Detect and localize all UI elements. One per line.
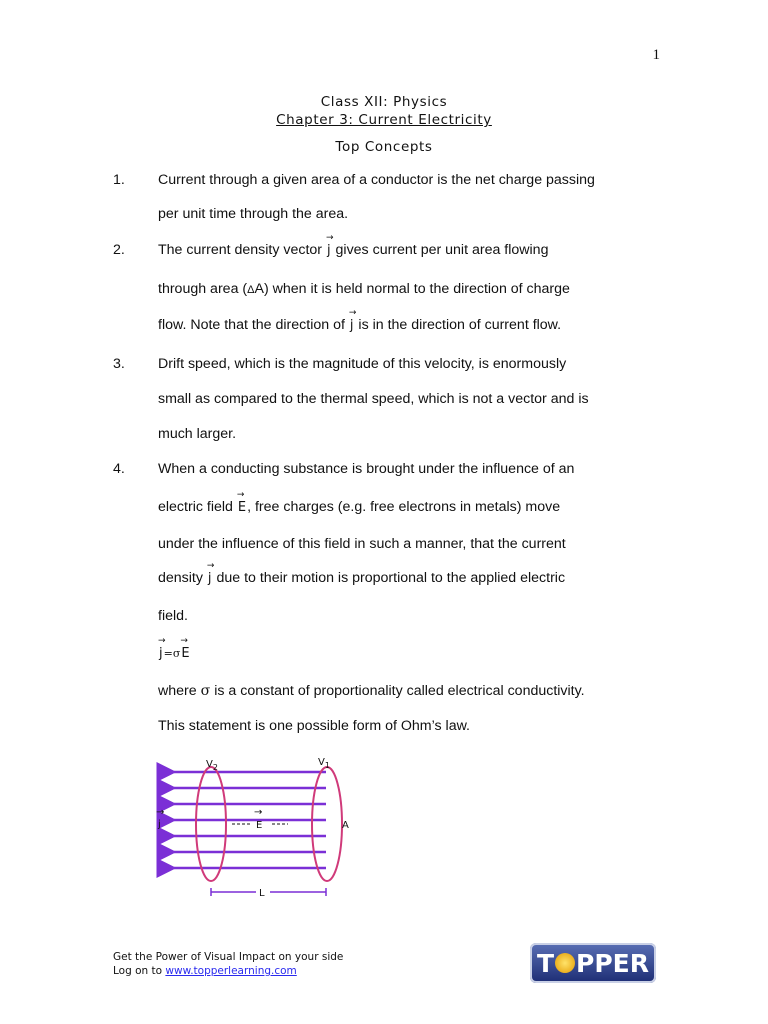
text-run: electric field [158, 499, 237, 515]
item-number: 4. [113, 461, 125, 477]
conductor-field-diagram [150, 752, 370, 908]
class-title: Class XII: Physics [320, 94, 448, 110]
text-run: is in the direction of current flow. [354, 317, 562, 333]
footer-link-line [113, 964, 343, 978]
item-text [158, 242, 548, 258]
text-run: A) when it is held normal to the direction of charge [254, 281, 570, 297]
logo-text: PPER [576, 948, 650, 978]
item-number: 1. [113, 172, 125, 188]
document-header [0, 93, 768, 156]
coin-icon [555, 953, 575, 973]
item-text [158, 317, 561, 333]
topper-logo [530, 943, 656, 983]
text-run: flow. Note that the direction of [158, 317, 349, 333]
text-run: , free charges (e.g. free electrons in metals) move [247, 499, 561, 515]
item-number: 3. [113, 356, 125, 372]
item-text [158, 499, 560, 515]
item-text: field. [158, 608, 188, 624]
footer-prefix: Log on to [113, 965, 166, 977]
item-text [158, 281, 570, 297]
item-number: 2. [113, 242, 125, 258]
item-text: This statement is one possible form of Ohm’s law. [158, 718, 470, 734]
length-label: L [259, 888, 265, 899]
e-label: E [256, 820, 263, 831]
cross-section-v2-ring [196, 767, 226, 881]
item-text: much larger. [158, 426, 237, 442]
item-text: When a conducting substance is brought under the influence of an [158, 461, 575, 477]
text-run: is a constant of proportionality called electrical conductivity. [210, 683, 585, 699]
item-text: under the influence of this field in such a manner, that the current [158, 536, 566, 552]
e-label-arrow: → [254, 807, 263, 818]
v2-label: $V_2$ [206, 759, 218, 772]
e-vector-symbol: → E [180, 646, 190, 661]
j-vector-symbol: → j [158, 646, 164, 661]
page-number: 1 [652, 47, 660, 63]
ohms-law-equation [158, 645, 191, 661]
cross-section-v1-ring [312, 767, 342, 881]
e-vector-symbol: → E [237, 500, 247, 515]
chapter-title: Chapter 3: Current Electricity [276, 112, 492, 128]
item-text [158, 683, 585, 699]
text-run: gives current per unit area flowing [331, 242, 549, 258]
equals-sigma: =σ [163, 647, 181, 660]
footer-tagline: Get the Power of Visual Impact on your side [113, 951, 344, 963]
topperlearning-link[interactable]: www.topperlearning.com [165, 965, 297, 977]
text-run: through area ( [158, 281, 248, 297]
item-text: small as compared to the thermal speed, which is not a vector and is [158, 391, 589, 407]
j-vector-symbol: → j [349, 318, 355, 333]
item-text: per unit time through the area. [158, 206, 349, 222]
text-run: where [158, 683, 201, 699]
sigma-symbol: σ [200, 683, 211, 699]
j-vector-symbol: → j [326, 243, 332, 258]
item-text: Current through a given area of a conductor is the net charge passing [158, 172, 595, 188]
text-run: due to their motion is proportional to the applied electric [212, 570, 566, 586]
area-label: A [342, 820, 349, 831]
j-label-arrow: → [156, 807, 165, 818]
section-title: Top Concepts [335, 139, 433, 155]
j-label: j [158, 819, 161, 830]
logo-text: T [536, 948, 555, 978]
footer [113, 950, 343, 978]
text-run: density [158, 570, 207, 586]
item-text [158, 570, 565, 586]
text-run: The current density vector [158, 242, 326, 258]
delta-symbol: Δ [247, 284, 255, 296]
j-vector-symbol: → j [207, 571, 213, 586]
item-text: Drift speed, which is the magnitude of this velocity, is enormously [158, 356, 567, 372]
v1-label: $V_1$ [318, 757, 330, 770]
